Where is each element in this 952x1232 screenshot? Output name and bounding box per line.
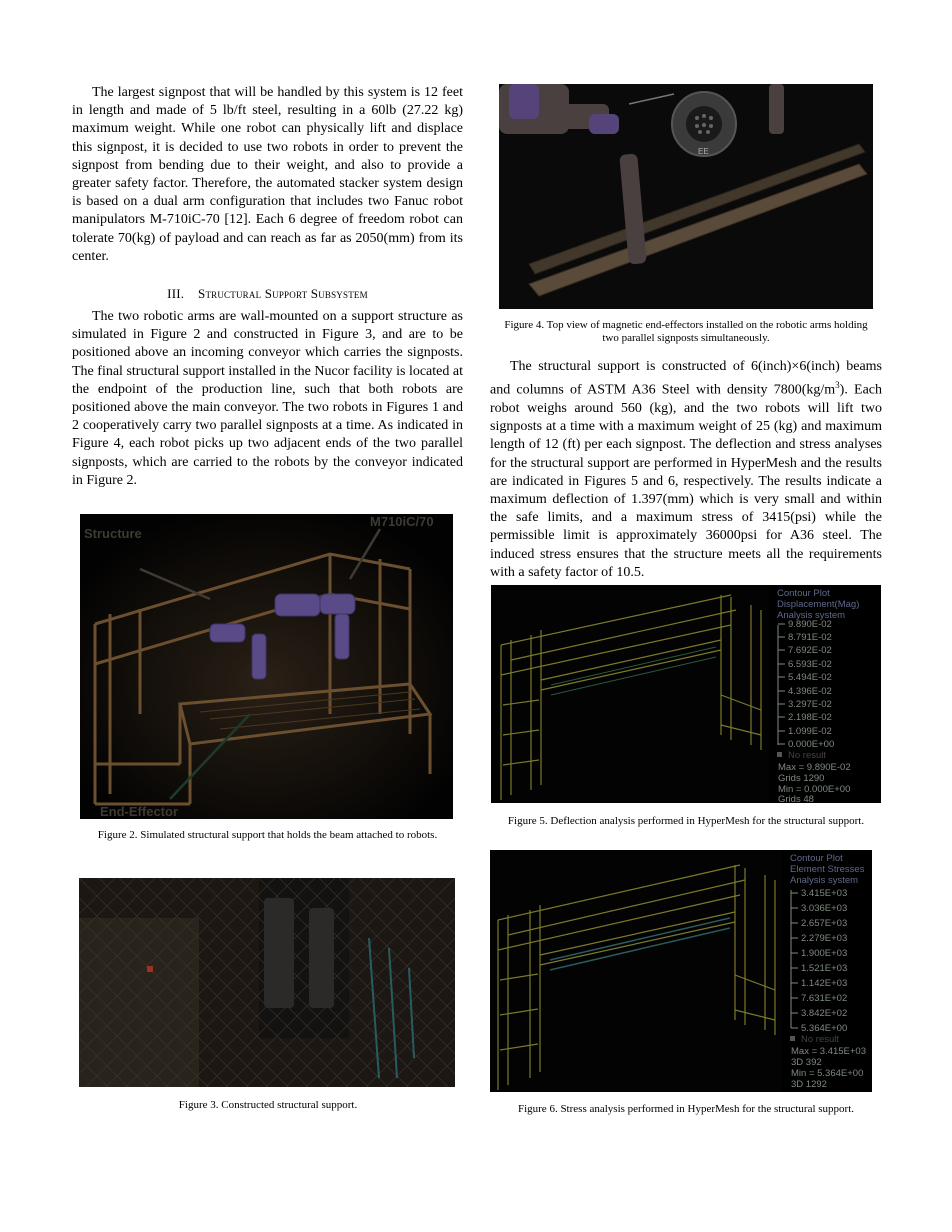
legend-value: 8.791E-02: [788, 632, 832, 643]
legend-value: 4.396E-02: [788, 686, 832, 697]
legend-value: 5.494E-02: [788, 672, 832, 683]
legend-footer: Min = 0.000E+00: [778, 784, 851, 795]
legend-value: 3.842E+02: [801, 1008, 848, 1019]
legend-title-3: Analysis system: [790, 875, 859, 886]
legend-no-result: No result: [801, 1034, 840, 1045]
legend-title-1: Contour Plot: [790, 853, 843, 864]
section-number: III.: [167, 286, 185, 302]
legend-value: 6.593E-02: [788, 659, 832, 670]
legend-title-1: Contour Plot: [777, 588, 830, 599]
figure-3-caption: Figure 3. Constructed structural support.: [178, 1099, 358, 1111]
legend-value: 2.657E+03: [801, 918, 848, 929]
superscript: 3: [835, 380, 840, 391]
legend-value: 1.521E+03: [801, 963, 848, 974]
legend-value: 9.890E-02: [788, 619, 832, 630]
figure-2-caption: Figure 2. Simulated structural support that holds the beam attached to robots.: [97, 829, 438, 841]
figure-3-image: [79, 878, 455, 1087]
section-heading: [72, 286, 463, 302]
figure-2-rendering: [80, 514, 453, 819]
section-title: Structural Support Subsystem: [198, 286, 368, 302]
paragraph-structural-support: The two robotic arms are wall-mounted on a support structure as simulated in Figure 2 and constructed in Figure 3, and are to be positioned above an incoming conveyor which carries the signposts. The final structural support installed in the Nucor facility is located at the endpoint of the production line, such that both robots are positioned above the main conveyor. The two robots in Figures 1 and 2 cooperatively carry two parallel signposts at a time. As indicated in Figure 4, each robot picks up two adjacent ends of the two parallel signposts, which are carried to the robots by the conveyor indicated in Figure 2.: [72, 309, 463, 488]
legend-no-result: No result: [788, 750, 827, 761]
right-column: [490, 358, 882, 582]
legend-value: 3.036E+03: [801, 903, 848, 914]
legend-footer: Grids 48: [778, 794, 814, 803]
legend-value: 7.631E+02: [801, 993, 848, 1004]
left-column: [72, 84, 463, 490]
paragraph-analysis-part2: ). Each robot weighs around 560 (kg), and the two robots will lift two signposts at a time with a maximum weight of 25 (kg) and maximum length of 12 (ft) per each signpost. The deflection and stress analyses for the structural support are performed in HyperMesh and the results are indicated in Figures 5 and 6, respectively. The results indicate a maximum deflection of 1.397(mm) which is very small and within the safe limits, and a maximum stress of 3415(psi) while the permissible limit is approximately 36000psi for A36 steel. The induced stress ensures that the structure meets all the requirements with a safety factor of 10.5.: [490, 382, 882, 580]
legend-footer: Max = 3.415E+03: [791, 1046, 866, 1057]
figure-4-rendering: [499, 84, 873, 309]
legend-value: 1.900E+03: [801, 948, 848, 959]
legend-value: 0.000E+00: [788, 739, 835, 750]
figure-3-photo: [79, 878, 455, 1087]
paragraph-signpost: The largest signpost that will be handled by this system is 12 feet in length and made of 5 lb/ft steel, resulting in a 60lb (27.22 kg) maximum weight. While one robot can physically lift and displace this signpost, it is decided to use two robots in order to prevent the signpost from bending due to their weight, and also to provide a greater safety factor. Therefore, the automated stacker system design is based on a dual arm configuration that includes two Fanuc robot manipulators M-710iC-70 [12]. Each 6 degree of freedom robot can tolerate 70(kg) of payload and can reach as far as 2050(mm) from its center.: [72, 85, 463, 264]
legend-value: 3.415E+03: [801, 888, 848, 899]
figure-6-caption: Figure 6. Stress analysis performed in HyperMesh for the structural support.: [517, 1103, 855, 1115]
figure-4-image: [499, 84, 873, 309]
paragraph-analysis: [490, 358, 882, 582]
figure-2-label-end-effector: End-Effector: [100, 804, 178, 819]
legend-value: 3.297E-02: [788, 699, 832, 710]
legend-value: 1.142E+03: [801, 978, 848, 989]
legend-value: 7.692E-02: [788, 645, 832, 656]
figure-5-image: [491, 585, 881, 803]
figure-4-caption: Figure 4. Top view of magnetic end-effectors installed on the robotic arms holding two parallel signposts simultaneously.: [504, 319, 868, 344]
figure-2-label-robot: M710iC/70: [370, 514, 434, 529]
legend-footer: Max = 9.890E-02: [778, 762, 851, 773]
legend-value: 2.279E+03: [801, 933, 848, 944]
figure-2-label-structure: Structure: [84, 526, 142, 541]
legend-footer: Min = 5.364E+00: [791, 1068, 864, 1079]
no-result-swatch: [777, 752, 782, 757]
figure-4-label-ee: EE: [698, 147, 709, 156]
legend-value: 5.364E+00: [801, 1023, 848, 1034]
legend-title-3: Analysis system: [777, 610, 846, 621]
legend-footer: 3D 1292: [791, 1079, 827, 1090]
legend-footer: 3D 392: [791, 1057, 822, 1068]
figure-6-image: [490, 850, 872, 1092]
legend-title-2: Element Stresses: [790, 864, 865, 875]
paragraph-analysis-part1: The structural support is constructed of 6(inch)×6(inch) beams and columns of ASTM A36 Steel with density 7800(kg/m: [490, 359, 882, 398]
legend-value: 2.198E-02: [788, 712, 832, 723]
legend-value: 1.099E-02: [788, 726, 832, 737]
figure-2-image: [80, 514, 453, 819]
legend-footer: Grids 1290: [778, 773, 825, 784]
figure-6-rendering: [490, 850, 872, 1092]
figure-5-caption: Figure 5. Deflection analysis performed in HyperMesh for the structural support.: [507, 815, 865, 827]
figure-5-rendering: [491, 585, 881, 803]
no-result-swatch: [790, 1036, 795, 1041]
legend-title-2: Displacement(Mag): [777, 599, 860, 610]
